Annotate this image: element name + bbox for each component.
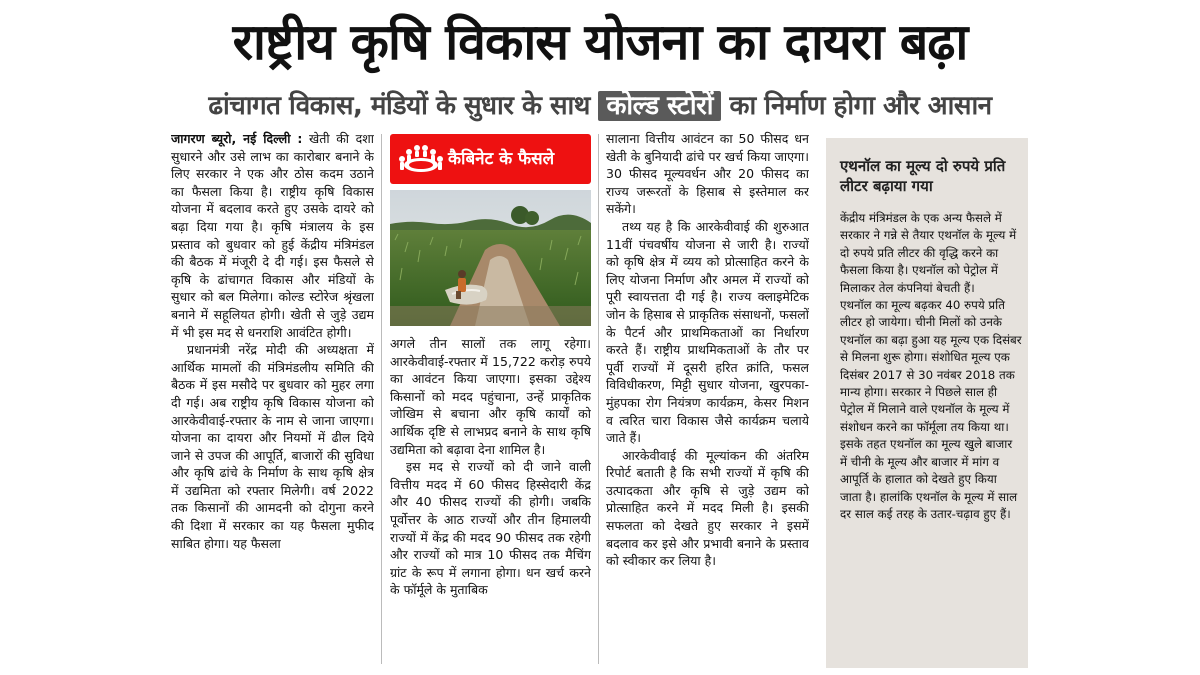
article-lead-text: खेती की दशा सुधारने और उसे लाभ का कारोबार बनाने के लिए सरकार ने एक और ठोस कदम उठाने का फैसला किया है। राष्ट्रीय कृषि विकास योजना में बदलाव करते हुए उसके दायरे को बढ़ा दिया गया है। कृषि मंत्रालय के इस प्रस्ताव को बुधवार को हुई केंद्रीय मंत्रिमंडल की बैठक में मंजूरी दे दी गई। इस फैसले से कृषि के ढांचागत विकास और मंडियों के सुधार को बल मिलेगा। कोल्ड स्टोरेज श्रृंखला बनाने में सहूलियत होगी। खेती से जुड़े उद्यम में भी इस मद से धनराशि आवंटित होगी। — [171, 131, 374, 340]
article-paragraph: प्रधानमंत्री नरेंद्र मोदी की अध्यक्षता में आर्थिक मामलों की मंत्रिमंडलीय समिति की बैठक में इस मसौदे पर बुधवार को मुहर लगा दी गई। अब राष्ट्रीय कृषि विकास योजना को आरकेवीवाई-रफ्तार के नाम से जाना जाएगा। योजना का दायरा और नियमों में ढील दिये जाने से उपज की आपूर्ति, बाजारों की सुविधा और कृषि ढांचे के निर्माण के साथ कृषि क्षेत्र में उद्यमिता को रफ्तार मिलेगी। वर्ष 2022 तक किसानों की आमदनी को दोगुना करने की दिशा में सरकार का यह फैसला मुफीद साबित होगा। यह फैसला — [171, 342, 374, 551]
ethanol-price-sidebar — [826, 138, 1028, 668]
column-divider — [381, 134, 382, 664]
subhead-text-after: का निर्माण होगा और आसान — [720, 91, 992, 121]
article-paragraph — [171, 130, 374, 341]
sidebar-paragraph: एथनॉल का मूल्य बढ़कर 40 रुपये प्रति लीटर हो जायेगा। चीनी मिलों को उनके एथनॉल का बढ़ा हुआ यह मूल्य एक दिसंबर से मिलना शुरू होगा। संशोधित मूल्य एक दिसंबर 2017 से 30 नवंबर 2018 तक मान्य होगा। सरकार ने पिछले साल ही पेट्रोल में मिलाने वाले एथनॉल के मूल्य में संशोधन करने का फॉर्मूला तय किया था। इसके तहत एथनॉल का मूल्य खुले बाजार में चीनी के मूल्य और बाजार में मांग व आपूर्ति के हालात को देखते हुए किया जाता है। हालांकि एथनॉल के मूल्य में साल दर साल कई तरह के उतार-चढ़ाव हुए हैं। — [840, 298, 1022, 521]
cabinet-meeting-icon — [396, 140, 446, 178]
article-paragraph: इस मद से राज्यों को दी जाने वाली वित्तीय मदद में 60 फीसद हिस्सेदारी केंद्र और 40 फीसद राज्यों की होगी। जबकि पूर्वोत्तर के आठ राज्यों और तीन हिमालयी राज्यों में केंद्र की मदद 90 फीसद तक रहेगी और राज्यों को मात्र 10 फीसद तक मैचिंग ग्रांट के रूप में लगाना होगा। धन खर्च करने के फॉर्मूले के मुताबिक — [390, 459, 591, 598]
sidebar-paragraph: केंद्रीय मंत्रिमंडल के एक अन्य फैसले में सरकार ने गन्ने से तैयार एथनॉल के मूल्य में दो रुपये प्रति लीटर की वृद्धि करने का फैसला किया है। एथनॉल को पेट्रोल में मिलाकर तेल कंपनियां बेचती हैं। — [840, 211, 1017, 295]
subhead-text-before: ढांचागत विकास, मंडियों के सुधार के साथ — [208, 91, 599, 121]
article-paragraph: सालाना वित्तीय आवंटन का 50 फीसद धन खेती के बुनियादी ढांचे पर खर्च किया जाएगा। 30 फीसद मूल्यवर्धन और 20 फीसद का राज्य जरूरतों के हिसाब से इस्तेमाल कर सकेंगे। — [606, 131, 809, 217]
subheadline — [150, 86, 1050, 126]
farm-irrigation-photo — [390, 190, 591, 326]
column-divider — [598, 134, 599, 664]
cabinet-decisions-banner — [390, 134, 591, 184]
sidebar-heading: एथनॉल का मूल्य दो रुपये प्रति लीटर बढ़ाया गया — [840, 157, 1006, 195]
byline: जागरण ब्यूरो, नई दिल्ली : — [171, 131, 303, 146]
headline: राष्ट्रीय कृषि विकास योजना का दायरा बढ़ा — [232, 13, 968, 71]
sidebar-body — [840, 210, 1022, 660]
article-paragraph: तथ्य यह है कि आरकेवीवाई की शुरुआत 11वीं पंचवर्षीय योजना से जारी है। राज्यों को कृषि क्षेत्र में व्यय को प्रोत्साहित करने के लिए योजना निर्माण और अमल में राज्यों को पूरी स्वायत्तता दी गई है। राज्य क्लाइमेटिक जोन के हिसाब से प्राकृतिक संसाधनों, फसलों के पैटर्न और प्राथमिकताओं का निर्धारण करते हैं। राष्ट्रीय प्राथमिकताओं के तौर पर पूर्वी राज्यों में दूसरी हरित क्रांति, फसल विविधीकरण, मिट्टी सुधार योजना, खुरपका-मुंहपका रोग नियंत्रण कार्यक्रम, केसर मिशन व त्वरित चारा विकास जैसे कार्यक्रम चलाये जाते हैं। — [606, 218, 809, 446]
article-column-1 — [171, 130, 374, 668]
article-paragraph: अगले तीन सालों तक लागू रहेगा। आरकेवीवाई-रफ्तार में 15,722 करोड़ रुपये का आवंटन किया जाएगा। इसका उद्देश्य किसानों को मदद पहुंचाना, उन्हें प्राकृतिक जोखिम से बचाना और कृषि कार्यों को आर्थिक दृष्टि से लाभप्रद बनाने के साथ कृषि उद्यमिता को बढ़ावा देना शामिल है। — [390, 336, 591, 457]
subhead-highlight: कोल्ड स्टोरों — [598, 91, 720, 121]
article-column-3 — [606, 130, 809, 668]
cabinet-decisions-title: कैबिनेट के फैसले — [448, 149, 555, 169]
article-column-2 — [390, 335, 591, 668]
article-paragraph: आरकेवीवाई की मूल्यांकन की अंतरिम रिपोर्ट बताती है कि सभी राज्यों में कृषि की उत्पादकता और कृषि से जुड़े उद्यम को प्रोत्साहित करने में मदद मिली है। इसकी सफलता को देखते हुए सरकार ने इसमें बदलाव कर इसे और प्रभावी बनाने के प्रस्ताव को स्वीकार कर लिया है। — [606, 447, 809, 569]
